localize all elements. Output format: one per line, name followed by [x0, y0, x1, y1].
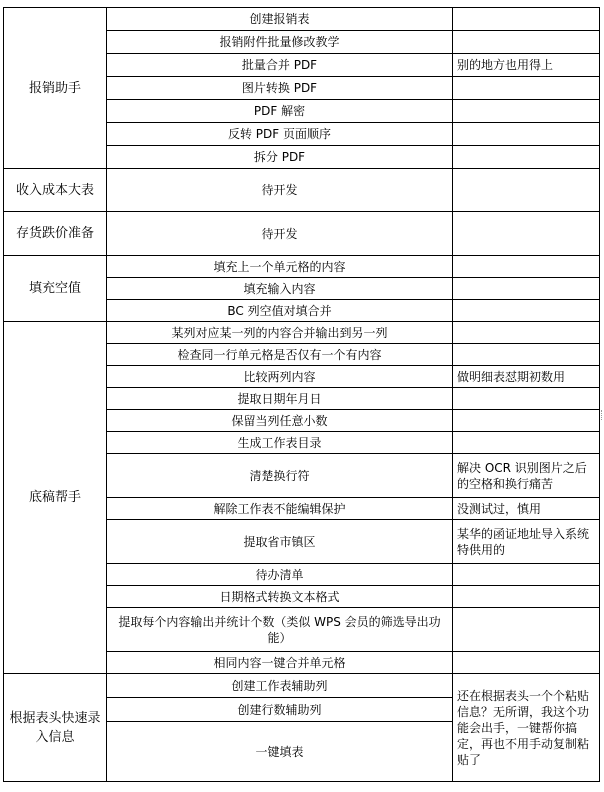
category-cell: 存货跌价准备 [4, 212, 107, 256]
note-cell [453, 169, 600, 212]
feature-cell: 检查同一行单元格是否仅有一个有内容 [107, 344, 453, 366]
note-cell [453, 344, 600, 366]
feature-cell: 提取每个内容输出并统计个数（类似 WPS 会员的筛选导出功能） [107, 608, 453, 652]
feature-cell: 创建工作表辅助列 [107, 674, 453, 698]
feature-cell: 提取省市镇区 [107, 520, 453, 564]
feature-cell: 待办清单 [107, 564, 453, 586]
note-cell [453, 608, 600, 652]
table-row [4, 8, 600, 31]
feature-cell: 比较两列内容 [107, 366, 453, 388]
feature-cell: BC 列空值对填合并 [107, 300, 453, 322]
feature-cell: 待开发 [107, 169, 453, 212]
feature-cell: 某列对应某一列的内容合并输出到另一列 [107, 322, 453, 344]
feature-cell: 解除工作表不能编辑保护 [107, 498, 453, 520]
note-cell [453, 388, 600, 410]
feature-cell: 拆分 PDF [107, 146, 453, 169]
category-cell: 根据表头快速录入信息 [4, 674, 107, 782]
note-cell: 做明细表怼期初数用 [453, 366, 600, 388]
table-row [4, 674, 600, 698]
feature-cell: 填充上一个单元格的内容 [107, 256, 453, 278]
feature-cell: 相同内容一键合并单元格 [107, 652, 453, 674]
note-cell [453, 256, 600, 278]
category-cell: 收入成本大表 [4, 169, 107, 212]
feature-cell: 保留当列任意小数 [107, 410, 453, 432]
table-row [4, 322, 600, 344]
note-cell [453, 586, 600, 608]
feature-cell: 创建行数辅助列 [107, 698, 453, 722]
table-row [4, 212, 600, 256]
note-cell [453, 322, 600, 344]
table-row [4, 169, 600, 212]
feature-cell: 报销附件批量修改教学 [107, 31, 453, 54]
feature-cell: PDF 解密 [107, 100, 453, 123]
note-cell [453, 432, 600, 454]
note-cell [453, 564, 600, 586]
feature-cell: 图片转换 PDF [107, 77, 453, 100]
category-cell: 填充空值 [4, 256, 107, 322]
feature-cell: 提取日期年月日 [107, 388, 453, 410]
feature-cell: 填充输入内容 [107, 278, 453, 300]
note-cell [453, 31, 600, 54]
note-cell [453, 8, 600, 31]
note-cell [453, 300, 600, 322]
note-cell: 某华的函证地址导入系统特供用的 [453, 520, 600, 564]
feature-cell: 反转 PDF 页面顺序 [107, 123, 453, 146]
note-cell: 解决 OCR 识别图片之后的空格和换行痛苦 [453, 454, 600, 498]
note-cell: 还在根据表头一个个粘贴信息？无所谓，我这个功能会出手，一键帮你搞定，再也不用手动复制粘贴了 [453, 674, 600, 782]
category-cell: 报销助手 [4, 8, 107, 169]
note-cell [453, 100, 600, 123]
note-cell [453, 410, 600, 432]
note-cell [453, 146, 600, 169]
category-cell: 底稿帮手 [4, 322, 107, 674]
feature-cell: 待开发 [107, 212, 453, 256]
feature-cell: 创建报销表 [107, 8, 453, 31]
table-row [4, 256, 600, 278]
note-cell: 没测试过，慎用 [453, 498, 600, 520]
note-cell [453, 77, 600, 100]
feature-table [3, 7, 600, 782]
feature-cell: 清楚换行符 [107, 454, 453, 498]
note-cell: 别的地方也用得上 [453, 54, 600, 77]
note-cell [453, 278, 600, 300]
feature-cell: 一键填表 [107, 722, 453, 782]
note-cell [453, 212, 600, 256]
note-cell [453, 123, 600, 146]
feature-cell: 批量合并 PDF [107, 54, 453, 77]
feature-cell: 生成工作表目录 [107, 432, 453, 454]
note-cell [453, 652, 600, 674]
feature-cell: 日期格式转换文本格式 [107, 586, 453, 608]
